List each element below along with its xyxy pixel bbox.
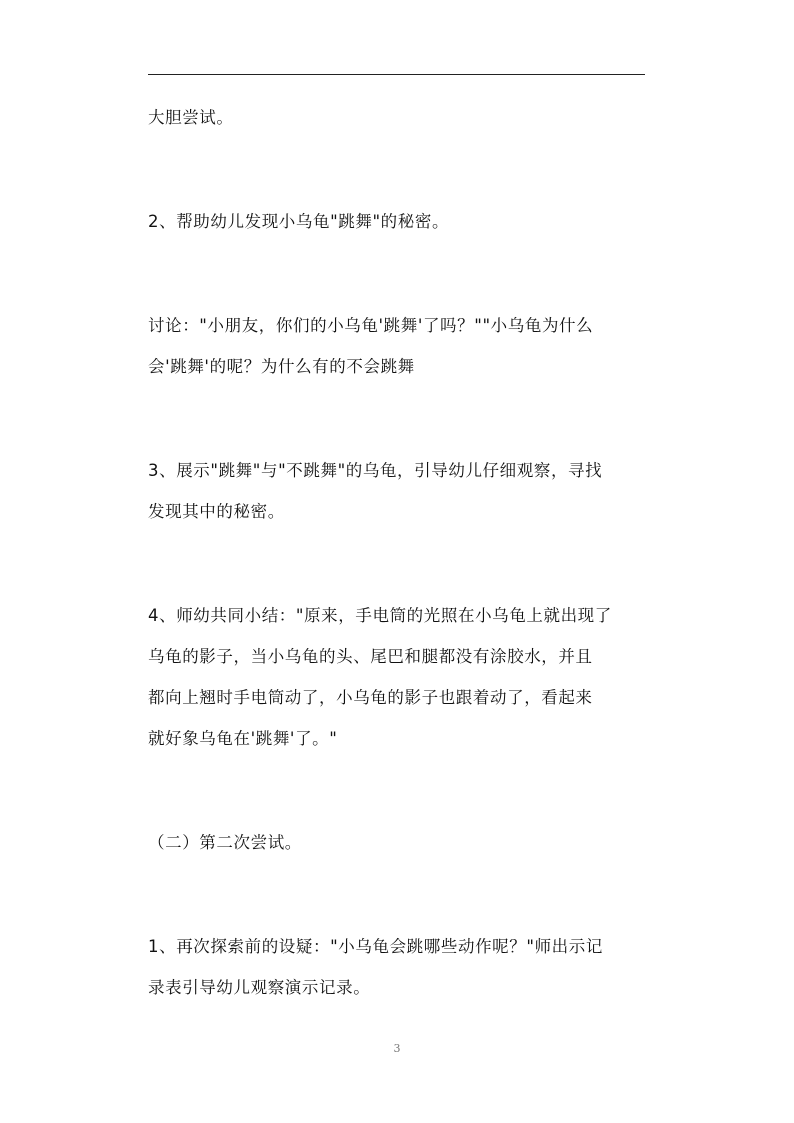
paragraph-5-line-1: 4、师幼共同小结："原来，手电筒的光照在小乌龟上就出现了	[148, 606, 612, 625]
section-heading: （二）第二次尝试。	[148, 833, 302, 852]
page-number: 3	[393, 1042, 401, 1055]
paragraph-3-line-2: 会'跳舞'的呢？为什么有的不会跳舞	[148, 357, 415, 376]
paragraph-1-line-1: 大胆尝试。	[148, 108, 234, 127]
paragraph-7-line-1: 1、再次探索前的设疑："小乌龟会跳哪些动作呢？"师出示记	[148, 937, 603, 956]
paragraph-2-line-1: 2、帮助幼儿发现小乌龟"跳舞"的秘密。	[148, 212, 450, 231]
paragraph-7-line-2: 录表引导幼儿观察演示记录。	[148, 978, 371, 997]
header-rule	[148, 74, 645, 75]
paragraph-4-line-1: 3、展示"跳舞"与"不跳舞"的乌龟，引导幼儿仔细观察，寻找	[148, 461, 603, 480]
paragraph-4-line-2: 发现其中的秘密。	[148, 502, 285, 521]
paragraph-5-line-3: 都向上翘时手电筒动了，小乌龟的影子也跟着动了，看起来	[148, 688, 593, 707]
paragraph-5-line-2: 乌龟的影子，当小乌龟的头、尾巴和腿都没有涂胶水，并且	[148, 647, 593, 666]
paragraph-3-line-1: 讨论："小朋友，你们的小乌龟'跳舞'了吗？""小乌龟为什么	[148, 316, 594, 335]
paragraph-5-line-4: 就好象乌龟在'跳舞'了。"	[148, 729, 338, 748]
